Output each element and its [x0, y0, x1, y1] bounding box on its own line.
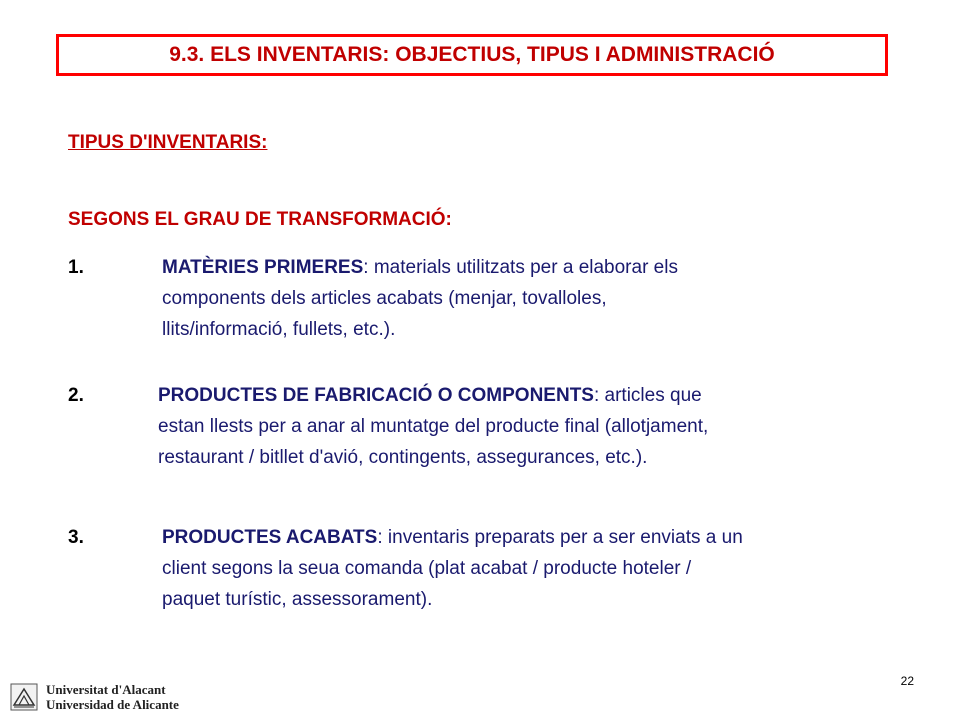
- item-line: components dels articles acabats (menjar, tovalloles,: [162, 288, 607, 309]
- item-line: [162, 252, 852, 283]
- subsection-heading: SEGONS EL GRAU DE TRANSFORMACIÓ:: [68, 209, 452, 230]
- page-number: 22: [900, 674, 914, 688]
- section-heading: TIPUS D'INVENTARIS:: [68, 132, 268, 153]
- item-body: [158, 380, 868, 473]
- university-name-line2: Universidad de Alicante: [46, 697, 179, 712]
- item-body: [162, 522, 910, 615]
- item-term: MATÈRIES PRIMERES: [162, 257, 364, 278]
- item-body: [162, 252, 852, 345]
- item-term: PRODUCTES ACABATS: [162, 527, 378, 548]
- item-line: restaurant / bitllet d'avió, contingents, assegurances, etc.).: [158, 447, 648, 468]
- item-term: PRODUCTES DE FABRICACIÓ O COMPONENTS: [158, 385, 594, 406]
- university-name-line1: Universitat d'Alacant: [46, 682, 166, 697]
- item-number: 3.: [68, 527, 84, 548]
- item-text: : articles que: [593, 385, 702, 406]
- university-logo: [10, 680, 180, 714]
- item-text: : inventaris preparats per a ser enviats a un: [377, 527, 743, 548]
- slide-title-text: 9.3. ELS INVENTARIS: OBJECTIUS, TIPUS I ADMINISTRACIÓ: [169, 43, 775, 66]
- item-number: 2.: [68, 385, 84, 406]
- slide-title: [56, 34, 888, 76]
- item-line: client segons la seua comanda (plat acabat / producte hoteler /: [162, 558, 692, 579]
- item-line: [162, 522, 910, 553]
- item-line: llits/informació, fullets, etc.).: [162, 319, 396, 340]
- university-emblem-icon: [10, 683, 38, 711]
- item-line: [158, 380, 868, 411]
- item-text: : materials utilitzats per a elaborar els: [363, 257, 678, 278]
- university-name: [46, 682, 179, 712]
- item-line: estan llests per a anar al muntatge del producte final (allotjament,: [158, 416, 709, 437]
- item-line: paquet turístic, assessorament).: [162, 589, 433, 610]
- item-number: 1.: [68, 257, 84, 278]
